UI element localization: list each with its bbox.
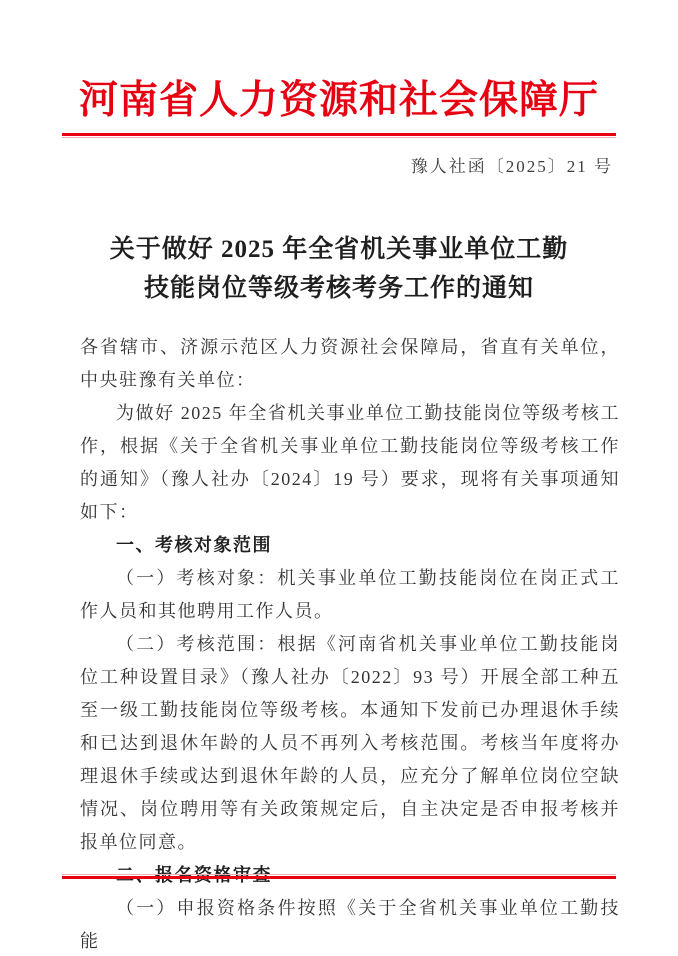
- letterhead-agency-title: 河南省人力资源和社会保障厅: [78, 79, 599, 122]
- document-title-line2: 技能岗位等级考核考务工作的通知: [143, 275, 534, 302]
- section-heading-2: 二、报名资格审查: [116, 865, 272, 885]
- section-heading-1: 一、考核对象范围: [116, 535, 272, 555]
- salutation: 各省辖市、济源示范区人力资源社会保障局，省直有关单位，中央驻豫有关单位：: [80, 337, 620, 390]
- paragraph-1-2: （二）考核范围：根据《河南省机关事业单位工勤技能岗位工种设置目录》（豫人社办〔2022〕93 号）开展全部工种五至一级工勤技能岗位等级考核。本通知下发前已办理退休手续和已达到退休年龄的人员不再列入考核范围。考核当年度将办理退休手续或达到退休年龄的人员，应充分了解单位岗位空缺情况、岗位聘用等有关政策规定后，自主决定是否申报考核并报单位同意。: [80, 634, 620, 852]
- paragraph-2-1: （一）申报资格条件按照《关于全省机关事业单位工勤技能: [80, 898, 620, 951]
- document-title-line1: 关于做好 2025 年全省机关事业单位工勤: [109, 236, 569, 263]
- letterhead-divider-rule: [62, 133, 616, 138]
- footer-divider-rule: [62, 874, 616, 879]
- document-body: [80, 331, 620, 956]
- paragraph-1-1: （一）考核对象：机关事业单位工勤技能岗位在岗正式工作人员和其他聘用工作人员。: [80, 568, 620, 621]
- document-title: [0, 230, 678, 308]
- document-number: 豫人社函〔2025〕21 号: [410, 157, 613, 176]
- paragraph-intro: 为做好 2025 年全省机关事业单位工勤技能岗位等级考核工作，根据《关于全省机关事业单位工勤技能岗位等级考核工作的通知》（豫人社办〔2024〕19 号）要求，现将有关事项通知如下：: [80, 403, 620, 522]
